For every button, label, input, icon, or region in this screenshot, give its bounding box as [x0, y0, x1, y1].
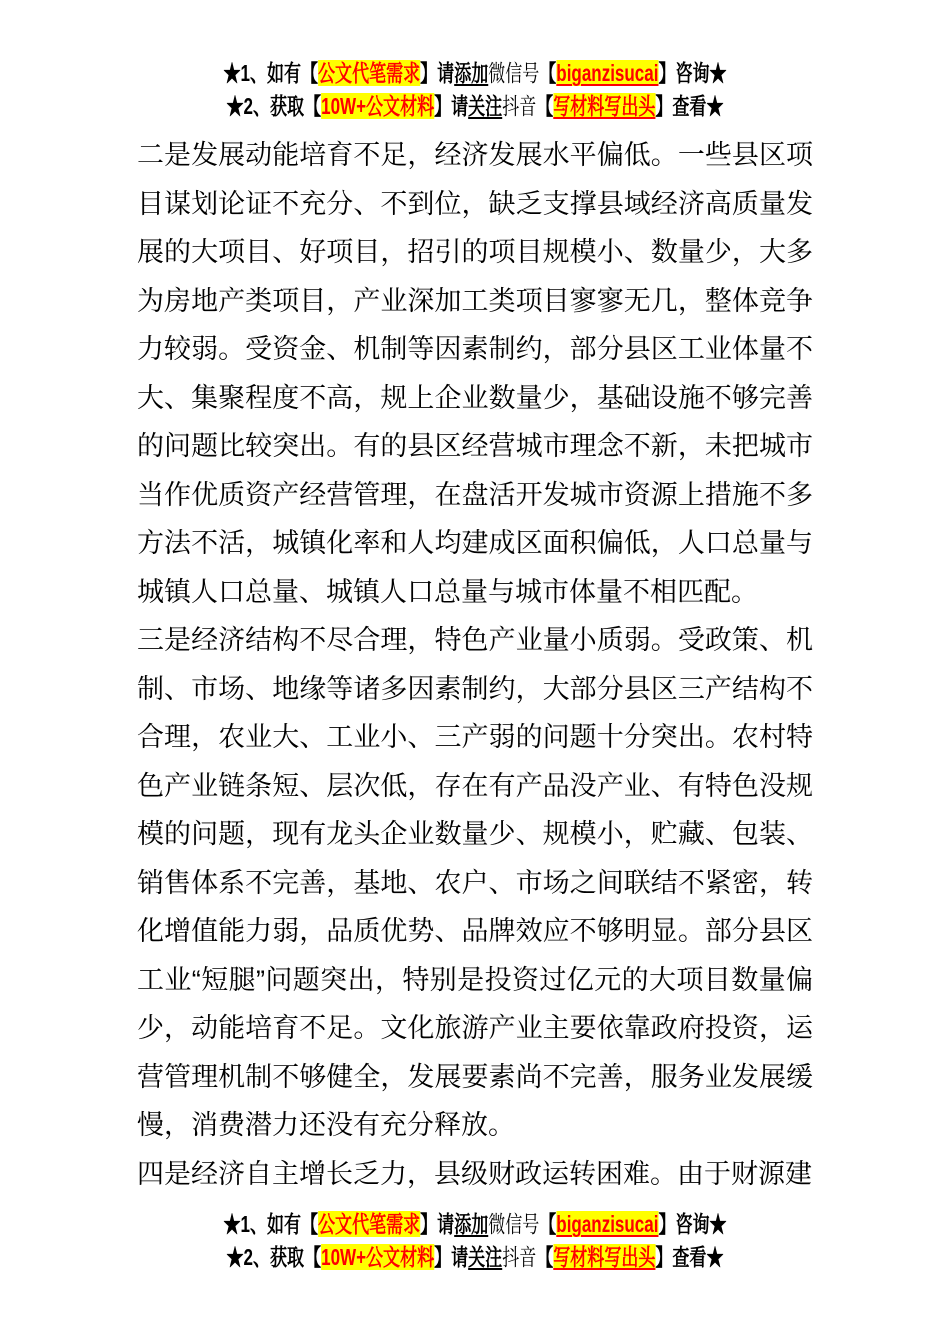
- promo-highlight-materials: 10W+公文材料: [321, 1244, 435, 1270]
- document-body: [137, 131, 813, 1198]
- promo-wechat-id: biganzisucai: [556, 60, 659, 86]
- promo-banner-top: [0, 0, 950, 123]
- promo-underline-follow: 关注: [468, 93, 503, 119]
- promo-wechat-id: biganzisucai: [556, 1211, 659, 1237]
- promo-wechat-label: 微信号: [488, 1211, 540, 1237]
- promo-underline-add: 添加: [454, 60, 489, 86]
- promo-text: 】请: [420, 1211, 455, 1237]
- promo-text: 】请: [434, 1244, 469, 1270]
- promo-douyin-handle: 写材料写出头: [553, 93, 656, 119]
- promo-highlight-materials: 10W+公文材料: [321, 93, 435, 119]
- promo-bottom-line-2: [124, 1241, 827, 1274]
- promo-underline-add: 添加: [454, 1211, 489, 1237]
- promo-prefix: ★2、获取【: [226, 1244, 322, 1270]
- paragraph-fiscal-difficulty: 四是经济自主增长乏力，县级财政运转困难。由于财源建: [137, 1158, 812, 1189]
- promo-text: 】请: [434, 93, 469, 119]
- promo-suffix: 】咨询★: [658, 1211, 727, 1237]
- promo-highlight-ghostwriting-need: 公文代笔需求: [318, 1211, 421, 1237]
- promo-bracket: 【: [539, 1211, 557, 1237]
- promo-bracket: 【: [536, 93, 554, 119]
- promo-top-line-1: [124, 57, 827, 90]
- promo-banner-bottom: [0, 1208, 950, 1274]
- promo-underline-follow: 关注: [468, 1244, 503, 1270]
- promo-douyin-handle: 写材料写出头: [553, 1244, 656, 1270]
- promo-douyin-label: 抖音: [502, 93, 537, 119]
- promo-bracket: 【: [539, 60, 557, 86]
- promo-suffix: 】咨询★: [658, 60, 727, 86]
- promo-douyin-label: 抖音: [502, 1244, 537, 1270]
- promo-bracket: 【: [536, 1244, 554, 1270]
- promo-prefix: ★1、如有【: [223, 1211, 319, 1237]
- promo-prefix: ★2、获取【: [226, 93, 322, 119]
- paragraph-economic-structure: 三是经济结构不尽合理，特色产业量小质弱。受政策、机制、市场、地缘等诸多因素制约，大部分县区三产结构不合理，农业大、工业小、三产弱的问题十分突出。农村特色产业链条短、层次低，存在有产品没产业、有特色没规模的问题，现有龙头企业数量少、规模小，贮藏、包装、销售体系不完善，基地、农户、市场之间联结不紧密，转化增值能力弱，品质优势、品牌效应不够明显。部分县区工业“短腿”问题突出，特别是投资过亿元的大项目数量偏少，动能培育不足。文化旅游产业主要依靠政府投资，运营管理机制不够健全，发展要素尚不完善，服务业发展缓慢，消费潜力还没有充分释放。: [137, 625, 813, 1140]
- promo-top-line-2: [124, 90, 827, 123]
- promo-wechat-label: 微信号: [488, 60, 540, 86]
- promo-text: 】请: [420, 60, 455, 86]
- promo-suffix: 】查看★: [655, 1244, 724, 1270]
- promo-suffix: 】查看★: [655, 93, 724, 119]
- promo-bottom-line-1: [124, 1208, 827, 1241]
- promo-highlight-ghostwriting-need: 公文代笔需求: [318, 60, 421, 86]
- paragraph-development-momentum: 二是发展动能培育不足，经济发展水平偏低。一些县区项目谋划论证不充分、不到位，缺乏支撑县域经济高质量发展的大项目、好项目，招引的项目规模小、数量少，大多为房地产类项目，产业深加工类项目寥寥无几，整体竞争力较弱。受资金、机制等因素制约，部分县区工业体量不大、集聚程度不高，规上企业数量少，基础设施不够完善的问题比较突出。有的县区经营城市理念不新，未把城市当作优质资产经营管理，在盘活开发城市资源上措施不多方法不活，城镇化率和人均建成区面积偏低，人口总量与城镇人口总量、城镇人口总量与城市体量不相匹配。: [137, 140, 813, 607]
- promo-prefix: ★1、如有【: [223, 60, 319, 86]
